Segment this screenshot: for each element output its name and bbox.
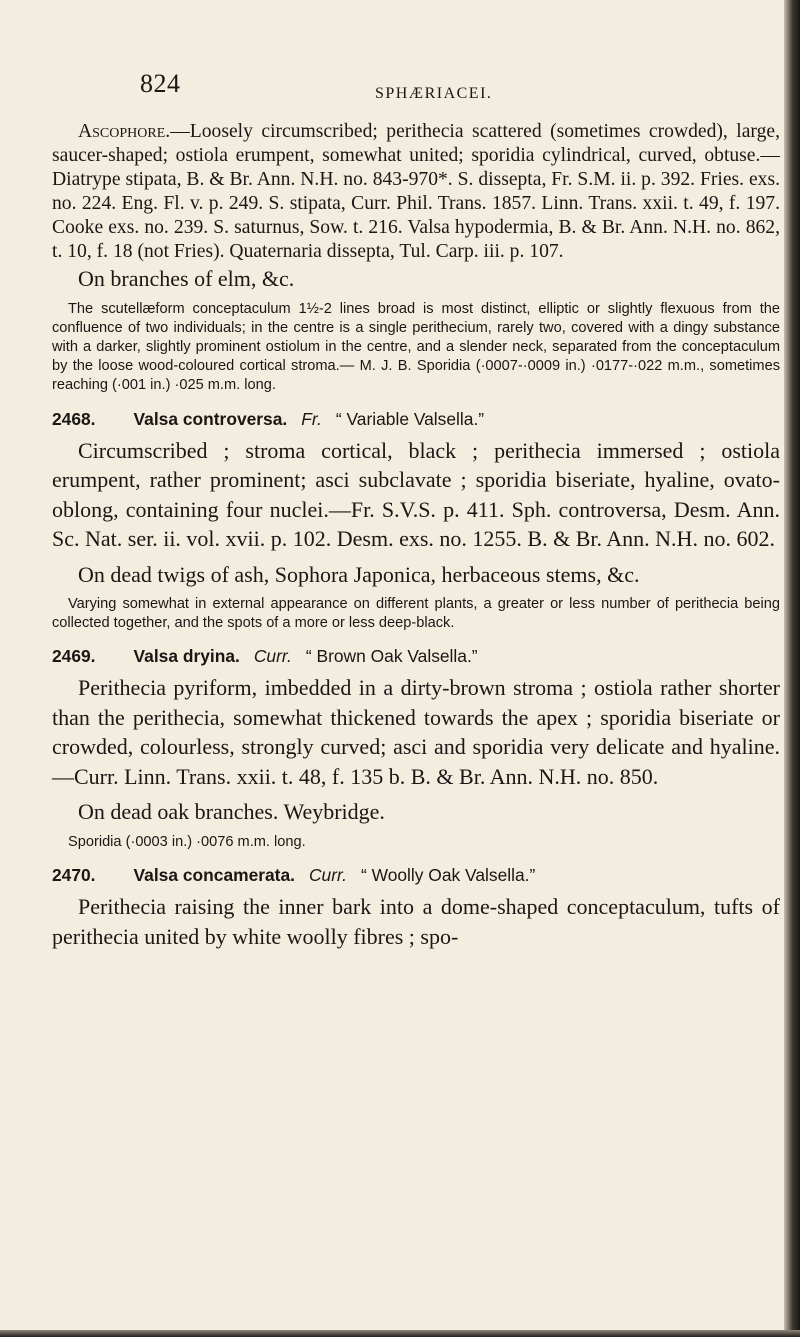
page-edge-shadow [784,0,800,1337]
entry-name: Valsa concamerata. [133,865,295,886]
entry-authority: Curr. [308,865,347,886]
entry-name: Valsa dryina. [133,646,240,667]
entry-common-name: “ Brown Oak Valsella.” [305,646,478,667]
entry-heading-2468 [52,408,780,430]
entry-description-2468: Circumscribed ; stroma cortical, black ; perithecia immersed ; ostiola erumpent, rather prominent; asci subclavate ; sporidia biseriate, hyaline, ovato-oblong, containing four nuclei.—Fr. S.V.S. p. 411. Sph. controversa, Desm. Ann. Sc. Nat. ser. ii. vol. xvii. p. 102. Desm. exs. no. 1255. B. & Br. Ann. N.H. no. 602. [52,437,780,552]
entry-habitat-2469: On dead oak branches. Weybridge. [78,799,385,825]
entry-name: Valsa controversa. [133,408,288,429]
entry-number: 2470. [52,865,96,886]
page-number: 824 [140,69,181,98]
entry-common-name: “ Woolly Oak Valsella.” [360,865,536,886]
page-body [52,120,780,951]
entry-heading-2469 [52,645,780,667]
ascophore-paragraph [52,120,780,264]
entry-common-name: “ Variable Valsella.” [335,408,485,429]
entry-habitat-2468: On dead twigs of ash, Sophora Japonica, herbaceous stems, &c. [78,561,640,587]
ascophore-text: —Loosely circumscribed; perithecia scattered (sometimes crowded), large, saucer-shaped; ostiola erumpent, somewhat united; sporidia cylindrical, curved, obtuse.—Diatrype stipata, B. & Br. Ann. N.H. no. 843-970*. S. dissepta, Fr. S.M. ii. p. 392. Fries. exs. no. 224. Eng. Fl. v. p. 249. S. stipata, Curr. Phil. Trans. 1857. Linn. Trans. xxii. t. 49, f. 197. Cooke exs. no. 239. S. saturnus, Sow. t. 216. Valsa hypodermia, B. & Br. Ann. N.H. no. 862, t. 10, f. 18 (not Fries). Quaternaria dissepta, Tul. Carp. iii. p. 107. [52,121,780,262]
entry-note-2468: Varying somewhat in external appearance on different plants, a greater or less number of perithecia being collected together, and the spots of a more or less deep-black. [52,596,780,632]
entry-authority: Curr. [253,646,292,667]
running-title: SPHÆRIACEI. [375,85,493,102]
entry-number: 2468. [52,408,96,429]
page-bottom-edge [0,1330,800,1337]
entry-note-2469: Sporidia (·0003 in.) ·0076 m.m. long. [68,833,306,850]
entry-description-2470: Perithecia raising the inner bark into a dome-shaped conceptaculum, tufts of perithecia united by white woolly fibres ; spo- [52,894,780,949]
entry-authority: Fr. [301,408,322,429]
ascophore-label: Ascophore. [78,121,171,142]
ascophore-habitat: On branches of elm, &c. [78,266,295,291]
entry-heading-2470 [52,864,780,886]
entry-description-2469: Perithecia pyriform, imbedded in a dirty-brown stroma ; ostiola rather shorter than the perithecia, somewhat thickened towards the apex ; sporidia biseriate or crowded, colourless, strongly curved; asci and sporidia very delicate and hyaline.—Curr. Linn. Trans. xxii. t. 48, f. 135 b. B. & Br. Ann. N.H. no. 850. [52,675,780,789]
entry-number: 2469. [52,646,96,667]
ascophore-note: The scutellæform conceptaculum 1½-2 lines broad is most distinct, elliptic or slightly flexuous from the confluence of two individuals; in the centre is a single perithecium, rarely two, covered with a dingy substance with a darker, slightly prominent ostiolum in the centre, and a slender neck, separated from the conceptaculum by the loose wood-coloured cortical stroma.— M. J. B. Sporidia (·0007-·0009 in.) ·0177-·022 m.m., sometimes reaching (·001 in.) ·025 m.m. long. [52,300,780,394]
